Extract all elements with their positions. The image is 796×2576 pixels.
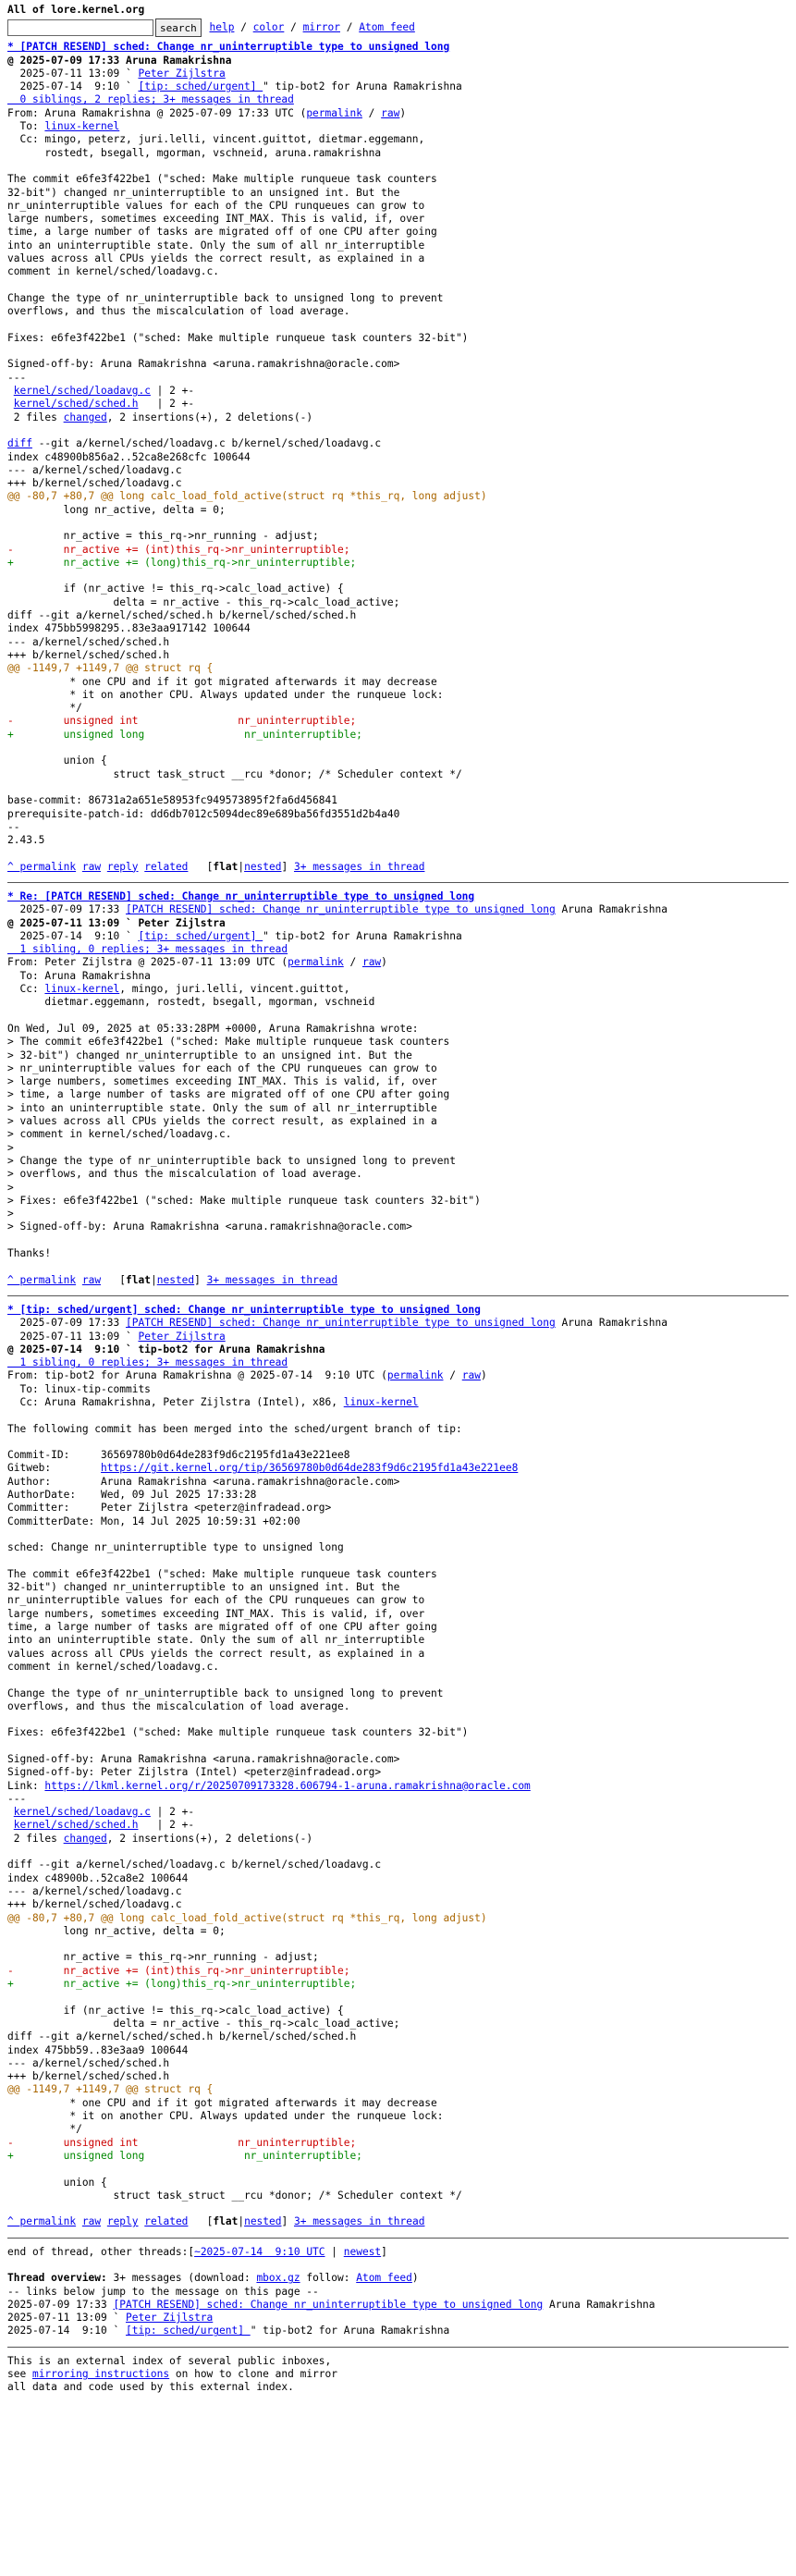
diff-context-line [7,570,789,583]
msg2-quote-line: > into an uninterruptible state. Only the sum of all nr_interruptible [7,1101,437,1114]
msg3-meta [7,1476,789,1780]
diff-header-line: diff --git a/kernel/sched/loadavg.c b/kernel/sched/loadavg.c [7,437,382,450]
msg2-siblings-link[interactable]: 1 sibling, 0 replies; 3+ messages in thread [7,943,288,956]
msg1-body-line: Fixes: e6fe3f422be1 ("sched: Make multiple runqueue task counters 32-bit") [7,331,469,344]
msg3-nav: ^ permalink raw reply related [flat|nested] 3+ messages in thread [7,2215,425,2228]
msg3-meta-line [7,1528,789,1541]
msg3-meta-line: comment in kernel/sched/loadavg.c. [7,1660,220,1673]
search-input[interactable] [7,19,153,36]
diff-removed-line: - unsigned int nr_uninterruptible; [7,2136,357,2149]
diff-context-line: * it on another CPU. Always updated under the runqueue lock: [7,688,444,701]
diff-context-line: * one CPU and if it got migrated afterwards it may decrease [7,2096,437,2109]
diff-added-line: + nr_active += (long)this_rq->nr_uninterruptible; [7,556,357,569]
msg3-cc: Cc: Aruna Ramakrishna, Peter Zijlstra (Intel), x86, [7,1395,344,1408]
msg3-gitweb-label: Gitweb: [7,1462,102,1475]
atom-feed-link[interactable]: Atom feed [359,21,415,34]
diff-context-line: struct task_struct __rcu *donor; /* Scheduler context */ [7,2189,462,2202]
summary: 2 files [7,1832,64,1845]
msg1-body-line [7,345,789,358]
msg2-head: @ 2025-07-11 13:09 ` Peter Zijlstra [7,916,226,929]
ext-index-2-rest: on how to clone and mirror [169,2368,337,2381]
msg2-raw[interactable]: raw [361,956,382,969]
diff-context-line [7,742,789,754]
msg3-permalink[interactable]: permalink [386,1369,444,1382]
msg1-tail-line: 2.43.5 [7,834,45,847]
ext-index-1: This is an external index of several public inboxes, [7,2354,332,2367]
msg3-meta-line: Signed-off-by: Aruna Ramakrishna <aruna.ramakrishna@oracle.com> [7,1753,400,1765]
msg1-to-link[interactable]: linux-kernel [44,120,120,133]
site-title: All of lore.kernel.org [7,4,145,16]
diff-hunk-header: @@ -1149,7 +1149,7 @@ struct rq { [7,662,214,675]
overview-tip-link[interactable]: [tip: sched/urgent] [125,2325,251,2337]
tree-date: 2025-07-11 13:09 ` [7,2312,126,2325]
diff-context-line: * one CPU and if it got migrated afterwards it may decrease [7,675,437,688]
msg2-cc-link[interactable]: linux-kernel [44,983,120,996]
divider [7,2347,789,2348]
diff-context-line: index c48900b..52ca8e2 100644 [7,1871,189,1884]
nav-nested[interactable]: nested [156,1273,195,1286]
paren: ) [381,956,387,969]
msg3-meta-line [7,1555,789,1568]
diff-removed-line: - unsigned int nr_uninterruptible; [7,715,357,728]
msg1-body-line: large numbers, sometimes exceeding INT_MAX. This is valid, if, over [7,213,425,226]
msg1-body-line: into an uninterruptible state. Only the sum of all nr_interruptible [7,239,425,251]
stat: | 2 +- [150,1806,195,1819]
nav-reply[interactable]: reply [106,860,139,873]
diff-context-line: --- a/kernel/sched/sched.h [7,635,170,648]
msg2-quote-line: > time, a large number of tasks are migrated off of one CPU after going [7,1088,450,1101]
diff-context-line: +++ b/kernel/sched/loadavg.c [7,1898,182,1911]
msg2-subject[interactable]: * Re: [PATCH RESEND] sched: Change nr_uninterruptible type to unsigned long [7,890,475,902]
diff-context-line: --- a/kernel/sched/loadavg.c [7,1884,182,1897]
msg3-meta-line [7,1740,789,1753]
message-1: * [PATCH RESEND] sched: Change nr_uninterruptible type to unsigned long @ 2025-07-09 17:33 Aruna Ramakrishna 2025-07-11 13:09 ` Peter Zijlstra 2025-07-14 9:10 ` [tip: sched/urgent] " tip-bot2 for Aruna Ramakrishna 0 siblings, 2 replies; 3+ messages in thread From: Aruna Ramakrishna @ 2025-07-09 17:33 UTC (permalink / raw) To: linux-kernel Cc: mingo, peterz, juri.lelli, vincent.guittot, dietmar.eggemann, rostedt, bsegall, mgorman, vschneid, aruna.ramakrishna The commit e6fe3f422be1 ("sched: Make multiple runqueue task counters 32-bit") changed nr_uninterruptible to an unsigned int. But the nr_uninterruptible values for each of the CPU runqueues can grow to large numbers, sometimes exceeding INT_MAX. This is valid, if, over time, a large number of tasks are migrated off of one CPU after going into an uninterruptible state. Only the sum of all nr_interruptible values across all CPUs yields the correct result, as explained in a comment in kernel/sched/loadavg.c. Change the type of nr_uninterruptible back to unsigned long to prevent overflows, and thus the miscalculation of load average. Fixes: e6fe3f422be1 ("sched: Make multiple runqueue task counters 32-bit") Signed-off-by: Aruna Ramakrishna <aruna.ramakrishna@oracle.com> --- kernel/sched/loadavg.c | 2 +- kernel/sched/sched.h | 2 +- 2 files changed, 2 insertions(+), 2 deletions(-) diff --git a/kernel/sched/loadavg.c b/kernel/sched/loadavg.c index c48900b856a2..52ca8e268cfc 100644 --- a/kernel/sched/loadavg.c +++ b/kernel/sched/loadavg.c @@ -80,7 +80,7 @@ long calc_load_fold_active(struct rq *this_rq, long adjust) long nr_active, delta = 0; nr_active = this_rq->nr_running - adjust; - nr_active += (int)this_rq->nr_uninterruptible; + nr_active += (long)this_rq->nr_uninterruptible; if (nr_active != this_rq->calc_load_active) { delta = nr_active - this_rq->calc_load_active; diff --git a/kernel/sched/sched.h b/kernel/sched/sched.h index 475bb5998295..83e3aa917142 100644 --- a/kernel/sched/sched.h +++ b/kernel/sched/sched.h @@ -1149,7 +1149,7 @@ struct rq { * one CPU and if it got migrated afterwards it may decrease * it on another CPU. Always updated under the runqueue lock: */ - unsigned int nr_uninterruptible; + unsigned long nr_uninterruptible; union { struct task_struct __rcu *donor; /* Scheduler context */ base-commit: 86731a2a651e58953fc949573895f2fa6d456841 prerequisite-patch-id: dd6db7012c5094dec89e689ba56fd3551d2b4a40 -- 2.43.5 ^ permalink raw reply related [flat|nested] 3+ messages in thread [7,41,789,874]
diff-context-line [7,1938,789,1951]
msg2-quote-line: > [7,1141,14,1154]
atom-link[interactable]: Atom feed [356,2272,412,2285]
diff-context-line: diff --git a/kernel/sched/loadavg.c b/kernel/sched/loadavg.c [7,1858,382,1871]
msg2-quote [7,1036,789,1233]
diff-hunk-header: @@ -80,7 +80,7 @@ long calc_load_fold_active(struct rq *this_rq, long adjust) [7,490,487,503]
nav-permalink-prefix[interactable]: ^ permalink [7,2215,77,2228]
msg1-body-line: values across all CPUs yields the correct result, as explained in a [7,252,425,265]
search-bar [7,18,789,38]
msg3-meta-line: Author: Aruna Ramakrishna <aruna.ramakrishna@oracle.com> [7,1475,400,1488]
msg1-tail [7,781,789,847]
stat: | 2 +- [138,1819,195,1832]
msg1-body-line [7,319,789,332]
diff-context-line: --- a/kernel/sched/sched.h [7,2056,170,2069]
end-date-link[interactable]: ~2025-07-14 9:10 UTC [194,2245,325,2258]
msg3-meta-line: AuthorDate: Wed, 09 Jul 2025 17:33:28 [7,1489,257,1502]
nav-related[interactable]: related [144,2215,189,2228]
tree-author: " tip-bot2 for Aruna Ramakrishna [250,2325,450,2337]
divider [7,1295,789,1296]
msg3-stat-sched[interactable]: kernel/sched/sched.h [13,1819,139,1832]
mbox-link[interactable]: mbox.gz [256,2272,300,2285]
msg1-diff [7,437,789,781]
msg1-tail-line [7,781,789,794]
msg3-meta-line: sched: Change nr_uninterruptible type to unsigned long [7,1541,344,1554]
nav-thread[interactable]: 3+ messages in thread [206,1273,338,1286]
msg2-intro: On Wed, Jul 09, 2025 at 05:33:28PM +0000, Aruna Ramakrishna wrote: [7,1022,419,1035]
msg1-body-line: Signed-off-by: Aruna Ramakrishna <aruna.ramakrishna@oracle.com> [7,358,400,371]
diff-context-line: nr_active = this_rq->nr_running - adjust; [7,1951,319,1964]
msg1-permalink[interactable]: permalink [306,106,362,119]
nav-nested[interactable]: nested [244,2215,282,2228]
msg1-nav: ^ permalink raw reply related [flat|nested] 3+ messages in thread [7,860,425,873]
nav-nested[interactable]: nested [244,860,282,873]
diff-context-line: if (nr_active != this_rq->calc_load_active) { [7,583,344,595]
tree-date: 2025-07-11 13:09 ` [7,1330,139,1343]
msg2-quote-line: > comment in kernel/sched/loadavg.c. [7,1128,232,1141]
diff-context-line: diff --git a/kernel/sched/sched.h b/kernel/sched/sched.h [7,2030,357,2043]
nav-raw[interactable]: raw [81,860,102,873]
paren: ) [411,2272,419,2285]
msg3-head: @ 2025-07-14 9:10 ` tip-bot2 for Aruna Ramakrishna [7,1343,325,1355]
msg2-nav: ^ permalink raw [flat|nested] 3+ messages in thread [7,1273,338,1286]
msg1-stat-loadavg[interactable]: kernel/sched/loadavg.c [13,385,151,398]
msg2-quote-line: > overflows, and thus the miscalculation of load average. [7,1168,362,1181]
nav-thread[interactable]: 3+ messages in thread [293,860,425,873]
msg3-stat-loadavg[interactable]: kernel/sched/loadavg.c [13,1806,151,1819]
msg1-body-line: The commit e6fe3f422be1 ("sched: Make multiple runqueue task counters [7,173,437,186]
tree-author: Aruna Ramakrishna [555,1317,667,1330]
nav-permalink-prefix[interactable]: ^ permalink [7,1273,77,1286]
msg1-subject[interactable]: * [PATCH RESEND] sched: Change nr_uninterruptible type to unsigned long [7,41,450,54]
tree-date: 2025-07-09 17:33 [7,2298,114,2311]
msg2-from: From: Peter Zijlstra @ 2025-07-11 13:09 UTC ( [7,956,288,969]
msg2-tree-tip[interactable]: [tip: sched/urgent] [138,929,263,942]
links-below: -- links below jump to the message on this page -- [7,2285,319,2298]
msg1-head: @ 2025-07-09 17:33 Aruna Ramakrishna [7,54,232,67]
msg2-quote-line: > large numbers, sometimes exceeding INT_MAX. This is valid, if, over [7,1075,437,1088]
msg1-siblings-link[interactable]: 0 siblings, 2 replies; 3+ messages in thread [7,93,294,106]
thread-overview-label: Thread overview: [7,2272,107,2285]
msg1-body-line: --- [7,371,27,384]
tree-author: " tip-bot2 for Aruna Ramakrishna [263,80,462,93]
nav-flat: flat [126,1273,151,1286]
overview-text: 3+ messages (download: [106,2272,257,2285]
diff-context-line [7,1991,789,2004]
nav-flat: flat [213,2215,239,2228]
diff-context-line: index c48900b856a2..52ca8e268cfc 100644 [7,450,251,463]
diff-context-line: if (nr_active != this_rq->calc_load_active) { [7,2004,344,2017]
msg3-cc-link[interactable]: linux-kernel [343,1395,419,1408]
diff-context-line: delta = nr_active - this_rq->calc_load_active; [7,595,400,608]
bracket: ] [381,2245,387,2258]
paren: ) [480,1369,487,1382]
diff-context-line: union { [7,2176,107,2189]
diff-context-line: * it on another CPU. Always updated under the runqueue lock: [7,2110,444,2123]
msg1-stat-sched[interactable]: kernel/sched/sched.h [13,398,139,411]
msg3-gitweb-link[interactable]: https://git.kernel.org/tip/36569780b0d64de283f9d6c2195fd1a43e221ee8 [101,1462,519,1475]
msg2-thanks: Thanks! [7,1247,52,1260]
color-link[interactable]: color [252,21,285,34]
message-3: * [tip: sched/urgent] sched: Change nr_uninterruptible type to unsigned long 2025-07-09 17:33 [PATCH RESEND] sched: Change nr_uninterruptible type to unsigned long Aruna Ramakrishna 2025-07-11 13:09 ` Peter Zijlstra @ 2025-07-14 9:10 ` tip-bot2 for Aruna Ramakrishna 1 sibling, 0 replies; 3+ messages in thread From: tip-bot2 for Aruna Ramakrishna @ 2025-07-14 9:10 UTC (permalink / raw) To: linux-tip-commits Cc: Aruna Ramakrishna, Peter Zijlstra (Intel), x86, linux-kernel The following commit has been merged into the sched/urgent branch of tip: Commit-ID: 36569780b0d64de283f9d6c2195fd1a43e221ee8 Gitweb: https://git.kernel.org/tip/36569780b0d64de283f9d6c2195fd1a43e221ee8 Author: Aruna Ramakrishna <aruna.ramakrishna@oracle.com> AuthorDate: Wed, 09 Jul 2025 17:33:28 Committer: Peter Zijlstra <peterz@infradead.org> CommitterDate: Mon, 14 Jul 2025 10:59:31 +02:00 sched: Change nr_uninterruptible type to unsigned long The commit e6fe3f422be1 ("sched: Make multiple runqueue task counters 32-bit") changed nr_uninterruptible to an unsigned int. But the nr_uninterruptible values for each of the CPU runqueues can grow to large numbers, sometimes exceeding INT_MAX. This is valid, if, over time, a large number of tasks are migrated off of one CPU after going into an uninterruptible state. Only the sum of all nr_interruptible values across all CPUs yields the correct result, as explained in a comment in kernel/sched/loadavg.c. Change the type of nr_uninterruptible back to unsigned long to prevent overflows, and thus the miscalculation of load average. Fixes: e6fe3f422be1 ("sched: Make multiple runqueue task counters 32-bit") Signed-off-by: Aruna Ramakrishna <aruna.ramakrishna@oracle.com> Signed-off-by: Peter Zijlstra (Intel) <peterz@infradead.org> Link: https://lkml.kernel.org/r/20250709173328.606794-1-aruna.ramakrishna@oracle.com --- kernel/sched/loadavg.c | 2 +- kernel/sched/sched.h | 2 +- 2 files changed, 2 insertions(+), 2 deletions(-) diff --git a/kernel/sched/loadavg.c b/kernel/sched/loadavg.c index c48900b..52ca8e2 100644 --- a/kernel/sched/loadavg.c +++ b/kernel/sched/loadavg.c @@ -80,7 +80,7 @@ long calc_load_fold_active(struct rq *this_rq, long adjust) long nr_active, delta = 0; nr_active = this_rq->nr_running - adjust; - nr_active += (int)this_rq->nr_uninterruptible; + nr_active += (long)this_rq->nr_uninterruptible; if (nr_active != this_rq->calc_load_active) { delta = nr_active - this_rq->calc_load_active; diff --git a/kernel/sched/sched.h b/kernel/sched/sched.h index 475bb59..83e3aa9 100644 --- a/kernel/sched/sched.h +++ b/kernel/sched/sched.h @@ -1149,7 +1149,7 @@ struct rq { * one CPU and if it got migrated afterwards it may decrease * it on another CPU. Always updated under the runqueue lock: */ - unsigned int nr_uninterruptible; + unsigned long nr_uninterruptible; union { struct task_struct __rcu *donor; /* Scheduler context */ ^ permalink raw reply related [flat|nested] 3+ messages in thread [7,1304,789,2229]
nav-raw[interactable]: raw [81,2215,102,2228]
sep: / [234,21,253,34]
mirror-link[interactable]: mirror [302,21,340,34]
diff-context-line: +++ b/kernel/sched/sched.h [7,2070,170,2083]
msg2-quote-line: > 32-bit") changed nr_uninterruptible to an unsigned int. But the [7,1049,412,1061]
stat: | 2 +- [138,398,195,411]
msg1-body-line: time, a large number of tasks are migrated off of one CPU after going [7,226,437,239]
msg2-permalink[interactable]: permalink [288,956,344,969]
msg1-tail-line: prerequisite-patch-id: dd6db7012c5094dec89e689ba56fd3551d2b4a40 [7,807,400,820]
msg2-quote-line: > Change the type of nr_uninterruptible back to unsigned long to prevent [7,1154,456,1167]
msg3-meta-line: nr_uninterruptible values for each of the CPU runqueues can grow to [7,1594,425,1607]
msg1-body-line: comment in kernel/sched/loadavg.c. [7,265,220,278]
diff-context-line: delta = nr_active - this_rq->calc_load_active; [7,2017,400,2030]
msg1-cc: Cc: mingo, peterz, juri.lelli, vincent.guittot, dietmar.eggemann, [7,133,425,146]
msg1-body-line: nr_uninterruptible values for each of the CPU runqueues can grow to [7,199,425,212]
msg3-meta-line [7,1674,789,1687]
diff-context-line: --- a/kernel/sched/loadavg.c [7,463,182,476]
msg1-tail-line: -- [7,820,20,833]
sep: / [284,21,303,34]
msg2-quote-line: > The commit e6fe3f422be1 ("sched: Make multiple runqueue task counters [7,1036,450,1049]
msg2-cc: Cc: [7,983,45,996]
diff-hunk-header: @@ -80,7 +80,7 @@ long calc_load_fold_active(struct rq *this_rq, long adjust) [7,1911,487,1924]
msg1-raw[interactable]: raw [381,106,400,119]
msg3-meta-line: large numbers, sometimes exceeding INT_MAX. This is valid, if, over [7,1607,425,1620]
divider [7,882,789,883]
msg2-quote-line: > [7,1181,14,1194]
sep: / [340,21,360,34]
diff-context-line: index 475bb59..83e3aa9 100644 [7,2043,189,2056]
summary: , 2 insertions(+), 2 deletions(-) [106,411,313,423]
msg3-tree-peter[interactable]: Peter Zijlstra [138,1330,226,1343]
diff-removed-line: - nr_active += (int)this_rq->nr_uninterruptible; [7,1964,350,1977]
msg2-quote-line: > values across all CPUs yields the correct result, as explained in a [7,1115,437,1128]
msg1-body-line: 32-bit") changed nr_uninterruptible to an unsigned int. But the [7,186,400,199]
diff-context-line: long nr_active, delta = 0; [7,1924,226,1937]
diff-context-line: struct task_struct __rcu *donor; /* Scheduler context */ [7,767,462,780]
ext-index-2: see [7,2368,32,2381]
msg1-changed-link[interactable]: changed [63,411,107,423]
ext-index-3: all data and code used by this external index. [7,2381,294,2394]
diff-context-line: */ [7,702,82,715]
diff-context-line [7,2163,789,2176]
diff-added-line: + unsigned long nr_uninterruptible; [7,728,362,741]
msg3-meta-line: 32-bit") changed nr_uninterruptible to an unsigned int. But the [7,1581,400,1594]
msg3-meta-line: into an uninterruptible state. Only the sum of all nr_interruptible [7,1634,425,1647]
diff-context-line: long nr_active, delta = 0; [7,503,226,516]
tree-date: 2025-07-14 9:10 ` [7,2325,126,2337]
nav-related[interactable]: related [144,860,189,873]
msg3-changed-link[interactable]: changed [63,1832,107,1845]
msg3-meta-line: Change the type of nr_uninterruptible back to unsigned long to prevent [7,1687,444,1699]
msg2-quote-line: > Signed-off-by: Aruna Ramakrishna <aruna.ramakrishna@oracle.com> [7,1221,412,1233]
msg1-tail-line: base-commit: 86731a2a651e58953fc949573895f2fa6d456841 [7,794,337,807]
diff-file-link[interactable]: diff [7,437,32,450]
msg3-dashes: --- [7,1792,27,1805]
tree-author: Aruna Ramakrishna [555,903,667,916]
nav-thread[interactable]: 3+ messages in thread [293,2215,425,2228]
msg2-cc-rest: , mingo, juri.lelli, vincent.guittot, [119,983,350,996]
msg2-cc-cont: dietmar.eggemann, rostedt, bsegall, mgorman, vschneid [7,996,375,1009]
tree-author: " tip-bot2 for Aruna Ramakrishna [263,929,462,942]
overview-patch-link[interactable]: [PATCH RESEND] sched: Change nr_uninterruptible type to unsigned long [113,2298,544,2311]
message-2: * Re: [PATCH RESEND] sched: Change nr_uninterruptible type to unsigned long 2025-07-09 17:33 [PATCH RESEND] sched: Change nr_uninterruptible type to unsigned long Aruna Ramakrishna @ 2025-07-11 13:09 ` Peter Zijlstra 2025-07-14 9:10 ` [tip: sched/urgent] " tip-bot2 for Aruna Ramakrishna 1 sibling, 0 replies; 3+ messages in thread From: Peter Zijlstra @ 2025-07-11 13:09 UTC (permalink / raw) To: Aruna Ramakrishna Cc: linux-kernel, mingo, juri.lelli, vincent.guittot, dietmar.eggemann, rostedt, bsegall, mgorman, vschneid On Wed, Jul 09, 2025 at 05:33:28PM +0000, Aruna Ramakrishna wrote: > The commit e6fe3f422be1 ("sched: Make multiple runqueue task counters > 32-bit") changed nr_uninterruptible to an unsigned int. But the > nr_uninterruptible values for each of the CPU runqueues can grow to > large numbers, sometimes exceeding INT_MAX. This is valid, if, over > time, a large number of tasks are migrated off of one CPU after going > into an uninterruptible state. Only the sum of all nr_interruptible > values across all CPUs yields the correct result, as explained in a > comment in kernel/sched/loadavg.c. > > Change the type of nr_uninterruptible back to unsigned long to prevent > overflows, and thus the miscalculation of load average. > > Fixes: e6fe3f422be1 ("sched: Make multiple runqueue task counters 32-bit") > > Signed-off-by: Aruna Ramakrishna <aruna.ramakrishna@oracle.com> Thanks! ^ permalink raw [flat|nested] 3+ messages in thread [7,890,789,1287]
nav-permalink-prefix[interactable]: ^ permalink [7,860,77,873]
newest-link[interactable]: newest [343,2245,382,2258]
msg1-tree-tip[interactable]: [tip: sched/urgent] [138,80,263,93]
diff-hunk-header: @@ -1149,7 +1149,7 @@ struct rq { [7,2083,214,2096]
msg1-cc-cont: rostedt, bsegall, mgorman, vschneid, aruna.ramakrishna [7,146,382,159]
diff-added-line: + unsigned long nr_uninterruptible; [7,2149,362,2162]
msg3-meta-line: CommitterDate: Mon, 14 Jul 2025 10:59:31 +02:00 [7,1515,300,1527]
msg3-raw[interactable]: raw [461,1369,481,1382]
tree-date: 2025-07-14 9:10 ` [7,929,139,942]
msg1-from: From: Aruna Ramakrishna @ 2025-07-09 17:33 UTC ( [7,106,307,119]
msg3-meta-line: time, a large number of tasks are migrated off of one CPU after going [7,1621,437,1634]
help-link[interactable]: help [209,21,235,34]
msg1-body-line [7,279,789,292]
footer [7,2246,789,2338]
msg2-tree-patch[interactable]: [PATCH RESEND] sched: Change nr_uninterruptible type to unsigned long [125,903,556,916]
summary: 2 files [7,411,64,423]
msg1-body-line: Change the type of nr_uninterruptible back to unsigned long to prevent [7,291,444,304]
msg3-meta-line: values across all CPUs yields the correct result, as explained in a [7,1647,425,1660]
nav-reply[interactable]: reply [106,2215,139,2228]
diff-context-line: */ [7,2123,82,2136]
diff-added-line: + nr_active += (long)this_rq->nr_uninterruptible; [7,1978,357,1991]
msg1-to: To: [7,120,45,133]
diff-context-line: nr_active = this_rq->nr_running - adjust; [7,530,319,543]
msg1-body [7,173,789,385]
tree-date: 2025-07-11 13:09 ` [7,67,139,80]
diff-context-line: diff --git a/kernel/sched/sched.h b/kernel/sched/sched.h [7,609,357,622]
nav-flat: flat [213,860,239,873]
msg3-meta-line: Committer: Peter Zijlstra <peterz@infradead.org> [7,1502,332,1515]
summary: , 2 insertions(+), 2 deletions(-) [106,1832,313,1845]
msg2-quote-line: > Fixes: e6fe3f422be1 ("sched: Make multiple runqueue task counters 32-bit") [7,1194,481,1207]
divider [7,2238,789,2239]
msg3-from: From: tip-bot2 for Aruna Ramakrishna @ 2025-07-14 9:10 UTC ( [7,1369,387,1382]
msg2-quote-line: > nr_uninterruptible values for each of the CPU runqueues can grow to [7,1061,437,1074]
diff-context-line: index 475bb5998295..83e3aa917142 100644 [7,622,251,635]
search-button[interactable]: search [155,18,202,37]
msg3-meta-line: The commit e6fe3f422be1 ("sched: Make multiple runqueue task counters [7,1567,437,1580]
msg3-diff [7,1858,789,2202]
msg1-tree-peter[interactable]: Peter Zijlstra [138,67,226,80]
msg3-meta-line: Signed-off-by: Peter Zijlstra (Intel) <peterz@infradead.org> [7,1766,382,1779]
msg3-to: To: linux-tip-commits [7,1382,151,1395]
msg3-meta-line [7,1713,789,1726]
msg2-quote-line: > [7,1208,14,1221]
msg3-meta-line: overflows, and thus the miscalculation of load average. [7,1699,350,1712]
follow-text: follow: [300,2272,357,2285]
tree-date: 2025-07-09 17:33 [7,903,126,916]
end-of-thread: end of thread, other threads:[ [7,2245,195,2258]
diff-context-line: union { [7,754,107,767]
msg3-commit-id: Commit-ID: 36569780b0d64de283f9d6c2195fd1a43e221ee8 [7,1449,350,1462]
msg3-tree-patch[interactable]: [PATCH RESEND] sched: Change nr_uninterruptible type to unsigned long [125,1317,556,1330]
paren: ) [399,106,407,119]
tree-date: 2025-07-14 9:10 ` [7,80,139,93]
stat: | 2 +- [150,385,195,398]
overview-peter-link[interactable]: Peter Zijlstra [125,2312,214,2325]
diff-context-line: +++ b/kernel/sched/sched.h [7,648,170,661]
msg3-link-label: Link: [7,1779,45,1792]
tree-date: 2025-07-09 17:33 [7,1317,126,1330]
msg2-to: To: Aruna Ramakrishna [7,969,151,982]
sep: | [325,2245,344,2258]
msg3-subject[interactable]: * [tip: sched/urgent] sched: Change nr_uninterruptible type to unsigned long [7,1303,481,1316]
nav-raw[interactable]: raw [81,1273,102,1286]
tree-author: Aruna Ramakrishna [543,2298,655,2311]
msg3-lkml-link[interactable]: https://lkml.kernel.org/r/20250709173328.606794-1-aruna.ramakrishna@oracle.com [44,1779,531,1792]
msg3-meta-line: Fixes: e6fe3f422be1 ("sched: Make multiple runqueue task counters 32-bit") [7,1726,469,1739]
diff-context-line: +++ b/kernel/sched/loadavg.c [7,477,182,490]
diff-context-line [7,517,789,530]
msg1-body-line: overflows, and thus the miscalculation of load average. [7,305,350,318]
mirroring-link[interactable]: mirroring instructions [31,2368,170,2381]
msg3-siblings-link[interactable]: 1 sibling, 0 replies; 3+ messages in thread [7,1356,288,1369]
diff-removed-line: - nr_active += (int)this_rq->nr_uninterruptible; [7,543,350,556]
msg3-merged: The following commit has been merged into the sched/urgent branch of tip: [7,1422,462,1435]
header-links [203,21,415,34]
